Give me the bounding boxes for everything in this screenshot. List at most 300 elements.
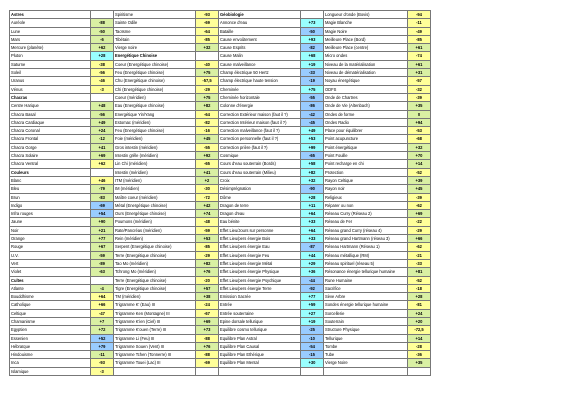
cell-value: +66 xyxy=(408,235,431,243)
cell-label: Rein (méridien) xyxy=(114,235,196,243)
cell-value: +54 xyxy=(91,210,114,218)
cell-label: Couleurs xyxy=(10,168,91,176)
cell-value: +42 xyxy=(196,201,219,209)
cell-label: Egyptien xyxy=(10,326,91,334)
cell-label xyxy=(114,367,196,375)
cell-label: Lune xyxy=(10,27,91,35)
cell-label: Orange xyxy=(10,235,91,243)
cell-value: -79 xyxy=(91,185,114,193)
cell-value: -83 xyxy=(91,193,114,201)
cell-value: -93 xyxy=(196,11,219,19)
cell-label: Métal (Energétique chinoise) xyxy=(114,201,196,209)
cell-label: Effet Lieu/pers énergie Eau xyxy=(219,243,301,251)
cell-label: Equilibre Plan Mental xyxy=(219,359,301,367)
cell-label: Violet xyxy=(10,268,91,276)
cell-value: -19 xyxy=(301,77,324,85)
cell-value: +20 xyxy=(408,317,431,325)
cell-label: Catholique xyxy=(10,301,91,309)
table-row xyxy=(10,160,559,168)
table-row xyxy=(10,367,559,375)
cell-value: +75 xyxy=(196,69,219,77)
table-row xyxy=(10,276,559,284)
cell-value: -22 xyxy=(408,218,431,226)
cell-label: Pluton xyxy=(10,52,91,60)
cell-value: -4 xyxy=(91,284,114,292)
cell-label: Vierge Noire xyxy=(324,359,408,367)
cell-value xyxy=(91,168,114,176)
cell-value: +64 xyxy=(301,210,324,218)
cell-value: +68 xyxy=(301,52,324,60)
cell-label: Résonance énergie tellurique humaine xyxy=(324,268,408,276)
cell-label: Structure Physique xyxy=(324,326,408,334)
cell-value: +81 xyxy=(408,268,431,276)
cell-value: +30 xyxy=(301,359,324,367)
cell-label: Réseau Hartmann (Réseau 1) xyxy=(324,243,408,251)
cell-value: -87 xyxy=(301,243,324,251)
cell-label: Energétique Yin/Yang xyxy=(114,110,196,118)
cell-value: -3 xyxy=(91,85,114,93)
table-row xyxy=(10,168,559,176)
cell-label: Trigramme K'ouen (Terre) III xyxy=(114,326,196,334)
cell-label: Spiritisme xyxy=(114,11,196,19)
cell-label: Rouge xyxy=(10,243,91,251)
cell-value: +24 xyxy=(91,127,114,135)
cell-value: +14 xyxy=(408,334,431,342)
cell-label: Point Fouille xyxy=(324,152,408,160)
cell-label: Chacras xyxy=(10,93,91,101)
cell-value: -85 xyxy=(196,243,219,251)
cell-label: Vierge noire xyxy=(114,44,196,52)
table-row xyxy=(10,118,559,126)
cell-value: +82 xyxy=(301,168,324,176)
cell-label: Eau bénite xyxy=(219,218,301,226)
cell-label: Inca xyxy=(10,359,91,367)
cell-value: -82 xyxy=(301,44,324,52)
cell-label: Eau (Energétique chinoise) xyxy=(114,102,196,110)
cell-value: -85 xyxy=(196,35,219,43)
cell-value: +59 xyxy=(301,301,324,309)
cell-label: Ondes Radio xyxy=(324,118,408,126)
table-row xyxy=(10,152,559,160)
table-row xyxy=(10,193,559,201)
cell-value: +76 xyxy=(196,268,219,276)
cell-label: Feu (Energétique chinoise) xyxy=(114,69,196,77)
table-row xyxy=(10,235,559,243)
cell-label: Jaune xyxy=(10,218,91,226)
cell-value: -64 xyxy=(196,27,219,35)
cell-label: IM (méridien) xyxy=(114,185,196,193)
cell-label: Taoïsme xyxy=(114,27,196,35)
cell-value: -10 xyxy=(301,334,324,342)
cell-value: -68 xyxy=(408,135,431,143)
cell-label: Cheminée horizontale xyxy=(219,93,301,101)
table-row xyxy=(10,201,559,209)
cell-value: +35 xyxy=(408,359,431,367)
cell-label: Sorcellerie xyxy=(324,309,408,317)
cell-label: Protection xyxy=(324,168,408,176)
cell-value: +69 xyxy=(408,210,431,218)
cell-label: Mars xyxy=(10,35,91,43)
cell-value: +21 xyxy=(91,226,114,234)
cell-label: U.V. xyxy=(10,251,91,259)
cell-label: Géobiologie xyxy=(219,11,301,19)
cell-value: +77 xyxy=(91,235,114,243)
cell-value: -57 xyxy=(408,77,431,85)
cell-value: +41 xyxy=(91,143,114,151)
table-row xyxy=(10,135,559,143)
cell-label: Rune Humaine xyxy=(324,276,408,284)
table-row xyxy=(10,11,559,19)
cell-value: -45 xyxy=(301,118,324,126)
cell-value: +74 xyxy=(196,210,219,218)
cell-label: Energétique Chinoise xyxy=(114,52,196,60)
cell-label: Effet Lieu/pers énergie Métal xyxy=(219,259,301,267)
cell-value: -57,5 xyxy=(196,77,219,85)
cell-label: Onde de Vie (Altenbach) xyxy=(324,102,408,110)
cell-label: Réseau spirituel (réseau 5) xyxy=(324,259,408,267)
cell-label: Souterrain xyxy=(324,317,408,325)
cell-label: Cause Esprits xyxy=(219,44,301,52)
cell-label: Cause malveillance xyxy=(219,60,301,68)
cell-label: Correction prière (faut il ?) xyxy=(219,143,301,151)
cell-label: Auréole xyxy=(10,19,91,27)
cell-label: Estomac (méridien) xyxy=(114,118,196,126)
cell-label: Tibétain xyxy=(114,35,196,43)
cell-value: -16 xyxy=(196,127,219,135)
cell-value: -69 xyxy=(196,359,219,367)
cell-label: Cultes xyxy=(10,276,91,284)
cell-label: Dôme xyxy=(219,193,301,201)
cell-label: ITM (méridien) xyxy=(114,176,196,184)
cell-value: +35 xyxy=(408,102,431,110)
cell-value: -3 xyxy=(91,367,114,375)
cell-value: +28 xyxy=(91,52,114,60)
cell-label: Réseau métallique (RM) xyxy=(324,251,408,259)
cell-value: +99 xyxy=(301,143,324,151)
cell-value: -25 xyxy=(301,326,324,334)
cell-value: +61 xyxy=(408,44,431,52)
cell-value: -69 xyxy=(196,19,219,27)
cell-label: Trigramme Tchen (Tonnerre) III xyxy=(114,351,196,359)
cell-value: -42 xyxy=(301,110,324,118)
cell-label: Indigo xyxy=(10,201,91,209)
cell-value: -40 xyxy=(196,60,219,68)
cell-label: Epine dorsale tellurique xyxy=(219,317,301,325)
cell-value: +32 xyxy=(196,44,219,52)
cell-label: Sondes énergie tellurique humaine xyxy=(324,301,408,309)
cell-label: Bleu xyxy=(10,185,91,193)
cell-label: Saturne xyxy=(10,60,91,68)
cell-label: Magie Blanche xyxy=(324,19,408,27)
cell-label: Feu (Energétique chinoise) xyxy=(114,127,196,135)
cell-value: -69 xyxy=(91,201,114,209)
cell-value: -44 xyxy=(301,276,324,284)
cell-value: +64 xyxy=(301,226,324,234)
cell-value: -18 xyxy=(408,284,431,292)
table-row xyxy=(10,143,559,151)
cell-value: +66 xyxy=(91,301,114,309)
cell-label: Cause Malin xyxy=(219,52,301,60)
cell-label: Terre (Energétique chinoise) xyxy=(114,276,196,284)
cell-label: Meilleure Place (centre) xyxy=(324,44,408,52)
cell-label: Chacra Solaire xyxy=(10,152,91,160)
table-row xyxy=(10,268,559,276)
table-row xyxy=(10,351,559,359)
cell-value: +73 xyxy=(196,326,219,334)
cell-label: Rayon noir xyxy=(324,185,408,193)
table-row xyxy=(10,243,559,251)
table-row xyxy=(10,176,559,184)
cell-value: -81 xyxy=(408,301,431,309)
cell-label: Cours d'eau souterrain (Milieu) xyxy=(219,168,301,176)
cell-label: Religieux xyxy=(324,193,408,201)
cell-value: -86 xyxy=(301,102,324,110)
cell-value: +61 xyxy=(408,60,431,68)
cell-value: -56 xyxy=(91,69,114,77)
cell-label: Magie Noire xyxy=(324,27,408,35)
cell-label: Maître coeur (méridien) xyxy=(114,193,196,201)
cell-value: -89 xyxy=(91,259,114,267)
cell-label: Noyau énergétique xyxy=(324,77,408,85)
table-row xyxy=(10,334,559,342)
cell-value: -15 xyxy=(301,351,324,359)
cell-value: -50 xyxy=(91,27,114,35)
cell-label: Tellurique xyxy=(324,334,408,342)
cell-value: +93 xyxy=(301,35,324,43)
cell-label: Vert xyxy=(10,259,91,267)
cell-label: Correction Extérieur maison (faut il ?) xyxy=(219,110,301,118)
cell-value: +27 xyxy=(301,309,324,317)
cell-value xyxy=(196,367,219,375)
table-row xyxy=(10,284,559,292)
table-row xyxy=(10,251,559,259)
cell-label: Bataille xyxy=(219,27,301,35)
cell-value: -48 xyxy=(196,218,219,226)
cell-label: Entrée souterraine xyxy=(219,309,301,317)
cell-value: -72,5 xyxy=(408,326,431,334)
cell-label: ODFS xyxy=(324,85,408,93)
cell-value: +52 xyxy=(91,334,114,342)
cell-value: -62 xyxy=(408,201,431,209)
cell-label: Tombe xyxy=(324,342,408,350)
cell-label: Chu (Energétique chinoise) xyxy=(114,77,196,85)
table-row xyxy=(10,52,559,60)
cell-value: -29 xyxy=(408,226,431,234)
cell-value: +33 xyxy=(301,218,324,226)
cell-label: Poumons (méridien) xyxy=(114,218,196,226)
cell-label xyxy=(324,367,408,375)
table-row xyxy=(10,359,559,367)
cell-label: Mercure (planète) xyxy=(10,44,91,52)
cell-value: +73 xyxy=(301,19,324,27)
cell-value: -94 xyxy=(408,11,431,19)
cell-value: +44 xyxy=(301,251,324,259)
cell-value: +29 xyxy=(301,259,324,267)
cell-value xyxy=(301,11,324,19)
cell-value: +82 xyxy=(196,102,219,110)
cell-value: +14 xyxy=(408,160,431,168)
cell-label: Uranus xyxy=(10,77,91,85)
table-row xyxy=(10,60,559,68)
cell-label: Ours (Energétique chinoise) xyxy=(114,210,196,218)
cell-value: +28 xyxy=(408,293,431,301)
cell-label: Champ électrique 50 Hertz xyxy=(219,69,301,77)
table-row xyxy=(10,317,559,325)
cell-label: Chamanisme xyxy=(10,317,91,325)
cell-label: Onde de Chartres xyxy=(324,93,408,101)
cell-value: -39 xyxy=(408,93,431,101)
cell-value: -72 xyxy=(196,193,219,201)
table-row xyxy=(10,326,559,334)
cell-label: Champ électrique haute tension xyxy=(219,77,301,85)
cell-label: Correction malveillance (faut il ?) xyxy=(219,127,301,135)
cell-value: -52 xyxy=(408,168,431,176)
cell-value: +53 xyxy=(301,135,324,143)
cell-label: Astres xyxy=(10,11,91,19)
cell-label: Effet Lieu/Jours sur personne xyxy=(219,226,301,234)
cell-value: -59 xyxy=(196,226,219,234)
cell-label: Point énergétique xyxy=(324,143,408,151)
cell-label: Islamique xyxy=(10,367,91,375)
table-row xyxy=(10,44,559,52)
cell-label xyxy=(219,367,301,375)
cell-label: Dragon d'eau xyxy=(219,210,301,218)
cell-value: +69 xyxy=(196,317,219,325)
table-row xyxy=(10,110,559,118)
cell-value: -12 xyxy=(91,135,114,143)
table-row xyxy=(10,218,559,226)
cell-value: -29 xyxy=(196,85,219,93)
cell-value: +11 xyxy=(301,201,324,209)
cell-value: +19 xyxy=(301,317,324,325)
cell-value: +19 xyxy=(301,60,324,68)
cell-label: Tigre (Energétique chinoise) xyxy=(114,284,196,292)
cell-value: -49 xyxy=(408,27,431,35)
cell-value: -28 xyxy=(408,342,431,350)
cell-value: -36 xyxy=(408,351,431,359)
cell-value: +33 xyxy=(301,235,324,243)
cell-label: Réseau grand Curry (réseau 4) xyxy=(324,226,408,234)
cell-label: Meilleure Place (Bord) xyxy=(324,35,408,43)
cell-label: Trigramme Li (Feu) III xyxy=(114,334,196,342)
cell-value: -54 xyxy=(301,342,324,350)
cell-value: -21 xyxy=(408,251,431,259)
cell-value: -11 xyxy=(91,351,114,359)
cell-label: Atlante xyxy=(10,284,91,292)
cell-label: Sainte Odile xyxy=(114,19,196,27)
cell-value: -53 xyxy=(408,127,431,135)
cell-value: +62 xyxy=(91,160,114,168)
cell-value: -62 xyxy=(408,243,431,251)
cell-label: Réparer ou non xyxy=(324,201,408,209)
cell-value: +90 xyxy=(91,218,114,226)
cell-value: +58 xyxy=(301,160,324,168)
cell-value: +36 xyxy=(301,268,324,276)
cell-label: Blanc xyxy=(10,176,91,184)
cell-label: Sacrifice xyxy=(324,284,408,292)
cell-value: +62 xyxy=(91,44,114,52)
cell-value: +49 xyxy=(301,127,324,135)
cell-label: Equilibre cosmo tellurique xyxy=(219,326,301,334)
cell-value: -67 xyxy=(196,309,219,317)
cell-label: Chi (Energétique chinoise) xyxy=(114,85,196,93)
cell-value xyxy=(91,93,114,101)
cell-value: +53 xyxy=(196,235,219,243)
cell-label: Tchrong Mo (méridien) xyxy=(114,268,196,276)
cell-value: +67 xyxy=(91,243,114,251)
table-body xyxy=(10,11,559,376)
cell-label: Vénus xyxy=(10,85,91,93)
cell-label: Coeur (Energétique chinoise) xyxy=(114,60,196,68)
cell-label: Foie (méridien) xyxy=(114,135,196,143)
table-row xyxy=(10,102,559,110)
cell-value: -82 xyxy=(196,118,219,126)
cell-label: Celtique xyxy=(10,309,91,317)
cell-value: -38 xyxy=(91,60,114,68)
cell-value: +32 xyxy=(408,143,431,151)
cell-label: Sève Arbre xyxy=(324,293,408,301)
cell-value: -88 xyxy=(196,351,219,359)
cell-value: -20 xyxy=(196,276,219,284)
table-row xyxy=(10,301,559,309)
cell-value: +75 xyxy=(196,93,219,101)
cell-value xyxy=(408,367,431,375)
cell-label: TM (méridien) xyxy=(114,293,196,301)
cell-value: -11 xyxy=(408,19,431,27)
cell-label: Chacra Basal xyxy=(10,110,91,118)
cell-value: -85 xyxy=(408,35,431,43)
cell-value: -33 xyxy=(408,259,431,267)
cell-label: Effet Lieu/pers énergie Psychique xyxy=(219,276,301,284)
cell-value: -65 xyxy=(196,160,219,168)
cell-label: Serpent (Energétique chinoise) xyxy=(114,243,196,251)
cell-label: Equilibre Plan Causal xyxy=(219,342,301,350)
cell-label: Croix xyxy=(219,176,301,184)
cell-label: Niveau de la matérialisation xyxy=(324,60,408,68)
cell-value: +2 xyxy=(196,176,219,184)
cell-value: +24 xyxy=(408,309,431,317)
cell-label: Noir xyxy=(10,226,91,234)
cell-label: Trigramme K' (Eau) III xyxy=(114,301,196,309)
cell-value: -92 xyxy=(301,284,324,292)
cell-label: Trigramme Souen (Vent) III xyxy=(114,342,196,350)
cell-value: +45 xyxy=(196,135,219,143)
cell-label: Brun xyxy=(10,193,91,201)
cell-label: Intestin (méridien) xyxy=(114,168,196,176)
table-row xyxy=(10,127,559,135)
cell-label: Annonce d'eau xyxy=(219,19,301,27)
cell-label: Chacra Ventral xyxy=(10,160,91,168)
cell-value: +64 xyxy=(91,293,114,301)
cell-label: Cause envoûtement xyxy=(219,35,301,43)
cell-value: -63 xyxy=(91,268,114,276)
cell-label: Coeur (méridien) xyxy=(114,93,196,101)
cell-label: Trigramme Ken (Montagne) III xyxy=(114,309,196,317)
cell-label: Place pour équilibrer xyxy=(324,127,408,135)
cell-value: +32 xyxy=(301,176,324,184)
cell-value: -29 xyxy=(196,251,219,259)
cell-value: -64 xyxy=(196,110,219,118)
cell-label: Chacra Coronal xyxy=(10,127,91,135)
cell-value: +31 xyxy=(408,69,431,77)
cell-value xyxy=(91,11,114,19)
cell-label: Chacra Frontal xyxy=(10,135,91,143)
table-row xyxy=(10,259,559,267)
cell-label: Réseau de Fer xyxy=(324,218,408,226)
cell-value: +70 xyxy=(408,152,431,160)
cell-label: Dragon de terre xyxy=(219,201,301,209)
table-row xyxy=(10,27,559,35)
